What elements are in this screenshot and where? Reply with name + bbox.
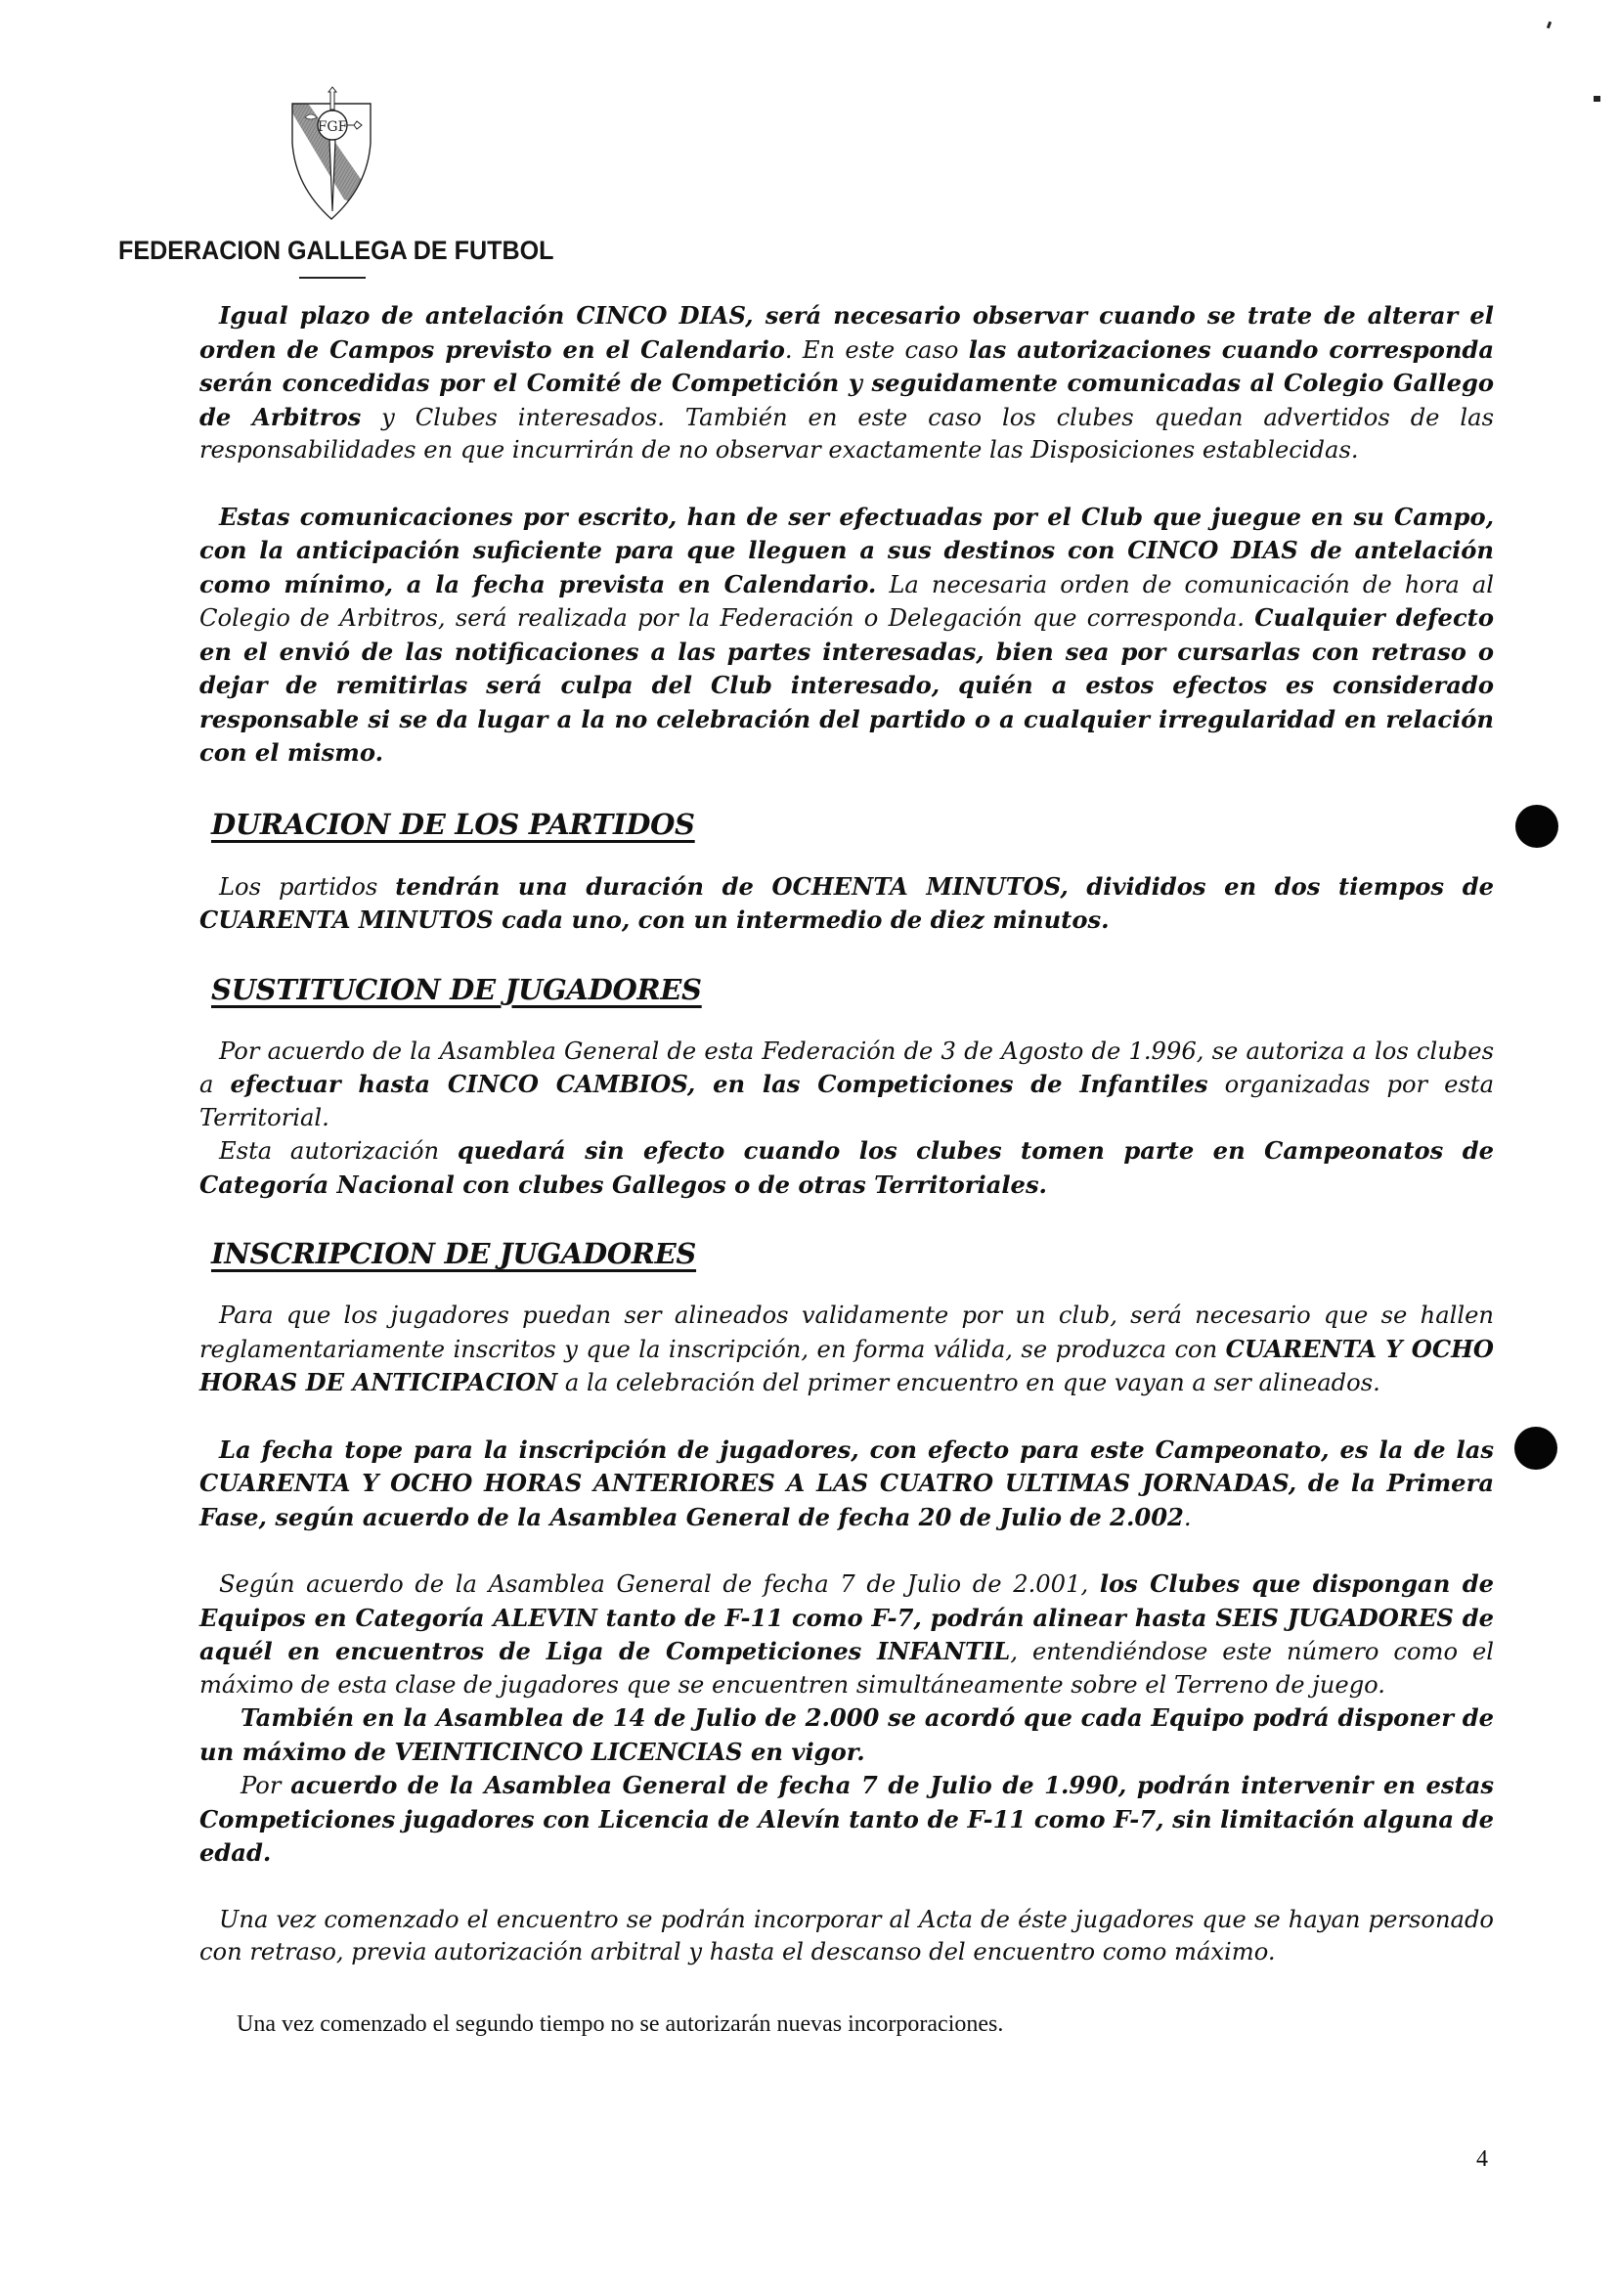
paragraph-duracion [199,870,1494,938]
section-heading-sustitucion: SUSTITUCION DE JUGADORES [211,972,702,1006]
text-run: Para que los jugadores puedan ser alineados validamente por un club, será necesario que se hallen reglamentariamente inscritos y que la inscripción, en forma válida, se produzca con [199,1302,1494,1363]
text-run: a la celebración del primer encuentro en que vayan a ser alineados. [557,1369,1380,1396]
bold-text-run: acuerdo de la Asamblea General de fecha 7 de Julio de 1.990, podrán intervenir en estas Competiciones jugadores con Licencia de Alevín tanto de F-11 como F-7, sin limitación alguna de edad. [199,1771,1494,1867]
organization-name: FEDERACION GALLEGA DE FUTBOL [118,236,554,265]
bold-text-run: La fecha tope para la inscripción de jugadores, con efecto para este Campeonato, es la de las CUARENTA Y OCHO HORAS ANTERIORES A LAS CUATRO ULTIMAS JORNADAS, de la Primera Fase, según acuerdo de la Asamblea General de fecha 20 de Julio de 2.002 [199,1435,1494,1531]
paragraph-inscripcion-2 [199,1434,1494,1535]
bold-text-run: CUARENTA Y OCHO HORAS DE ANTICIPACION [199,1334,1494,1396]
paragraph-inscripcion-5 [199,1769,1494,1871]
section-heading-inscripcion: INSCRIPCION DE JUGADORES [211,1237,697,1270]
paragraph-inscripcion-6 [199,1904,1494,1969]
punch-hole [1514,1427,1557,1470]
text-run: Por acuerdo de la Asamblea General de esta Federación de 3 de Agosto de 1.996, se autoriza a los clubes a [199,1037,1494,1098]
header-rule [299,277,366,279]
bold-text-run: los Clubes que dispongan de Equipos en Categoría ALEVIN tanto de F-11 como F-7, podrán alinear hasta SEIS JUGADORES de aquél en encuentros de Liga de Competiciones INFANTIL [199,1569,1494,1665]
bold-text-run: Igual plazo de antelación CINCO DIAS, será necesario observar cuando se trate de alterar el orden de Campos previsto en el Calendario [199,301,1494,364]
text-run: Los partidos [219,872,396,901]
bold-text-run: tendrán una duración de OCHENTA MINUTOS, divididos en dos tiempos de CUARENTA MINUTOS cada uno, con un intermedio de diez minutos. [199,871,1494,934]
section-heading-duracion: DURACION DE LOS PARTIDOS [211,807,695,841]
bold-text-run: También en la Asamblea de 14 de Julio de 2.000 se acordó que cada Equipo podrá disponer de un máximo de VEINTICINCO LICENCIAS en vigor. [199,1703,1494,1766]
paragraph-intro-1 [199,299,1494,467]
text-run: . [1183,1503,1192,1531]
paragraph-inscripcion-3 [199,1567,1494,1701]
punch-hole [1515,805,1558,848]
federation-crest-logo [289,84,373,221]
paragraph-inscripcion-7: Una vez comenzado el segundo tiempo no se autorizarán nuevas incorporaciones. [237,2010,1004,2037]
text-run: La necesaria orden de comunicación de hora al Colegio de Arbitros, será realizada por la Federación o Delegación que corresponda. [199,570,1495,632]
paragraph-intro-2 [199,501,1494,771]
paragraph-sustitucion-1 [199,1036,1494,1135]
logo-monogram: FGF [317,119,348,135]
bold-text-run: las autorizaciones cuando corresponda serán concedidas por el Comité de Competición y seguidamente comunicadas al Colegio Gallego de Arbitros [199,334,1495,431]
paragraph-inscripcion-4 [199,1701,1494,1769]
text-run: Una vez comenzado el encuentro se podrán incorporar al Acta de éste jugadores que se hayan personado con retraso, previa autorización arbitral y hasta el descanso del encuentro como máximo. [199,1905,1494,1965]
bold-text-run: quedará sin efecto cuando los clubes tomen parte en Campeonatos de Categoría Nacional con clubes Gallegos o de otras Territoriales. [199,1136,1494,1199]
text-run: organizadas por esta Territorial. [199,1071,1494,1131]
text-run: , entendiéndose este número como el máximo de esta clase de jugadores que se encuentren simultáneamente sobre el Terreno de juego. [199,1638,1494,1699]
scan-speck [1594,96,1600,102]
text-run: Por [241,1772,291,1799]
bold-text-run: Cualquier defecto en el envió de las notificaciones a las partes interesadas, bien sea por cursarlas con retraso o dejar de remitirlas será culpa del Club interesado, quién a estos efectos es considerado responsable si se da lugar a la no celebración del partido o a cualquier irregularidad en relación con el mismo. [199,603,1494,767]
scan-speck [1547,22,1552,29]
bold-text-run: Estas comunicaciones por escrito, han de ser efectuadas por el Club que juegue en su Campo, con la anticipación suficiente para que lleguen a sus destinos con CINCO DIAS de antelación como mínimo, a la fecha prevista en Calendario. [199,502,1494,598]
text-run: Según acuerdo de la Asamblea General de fecha 7 de Julio de 2.001, [219,1570,1100,1598]
bold-text-run: efectuar hasta CINCO CAMBIOS, en las Competiciones de Infantiles [230,1070,1208,1098]
text-run: Esta autorización [219,1137,458,1165]
paragraph-inscripcion-1 [199,1300,1494,1400]
text-run: . En este caso [784,335,969,364]
page-number: 4 [1476,2146,1488,2172]
paragraph-sustitucion-2 [199,1134,1494,1202]
text-run: y Clubes interesados. También en este caso los clubes quedan advertidos de las responsabilidades en que incurrirán de no observar exactamente las Disposiciones establecidas. [199,403,1494,464]
document-body [199,299,1494,2041]
